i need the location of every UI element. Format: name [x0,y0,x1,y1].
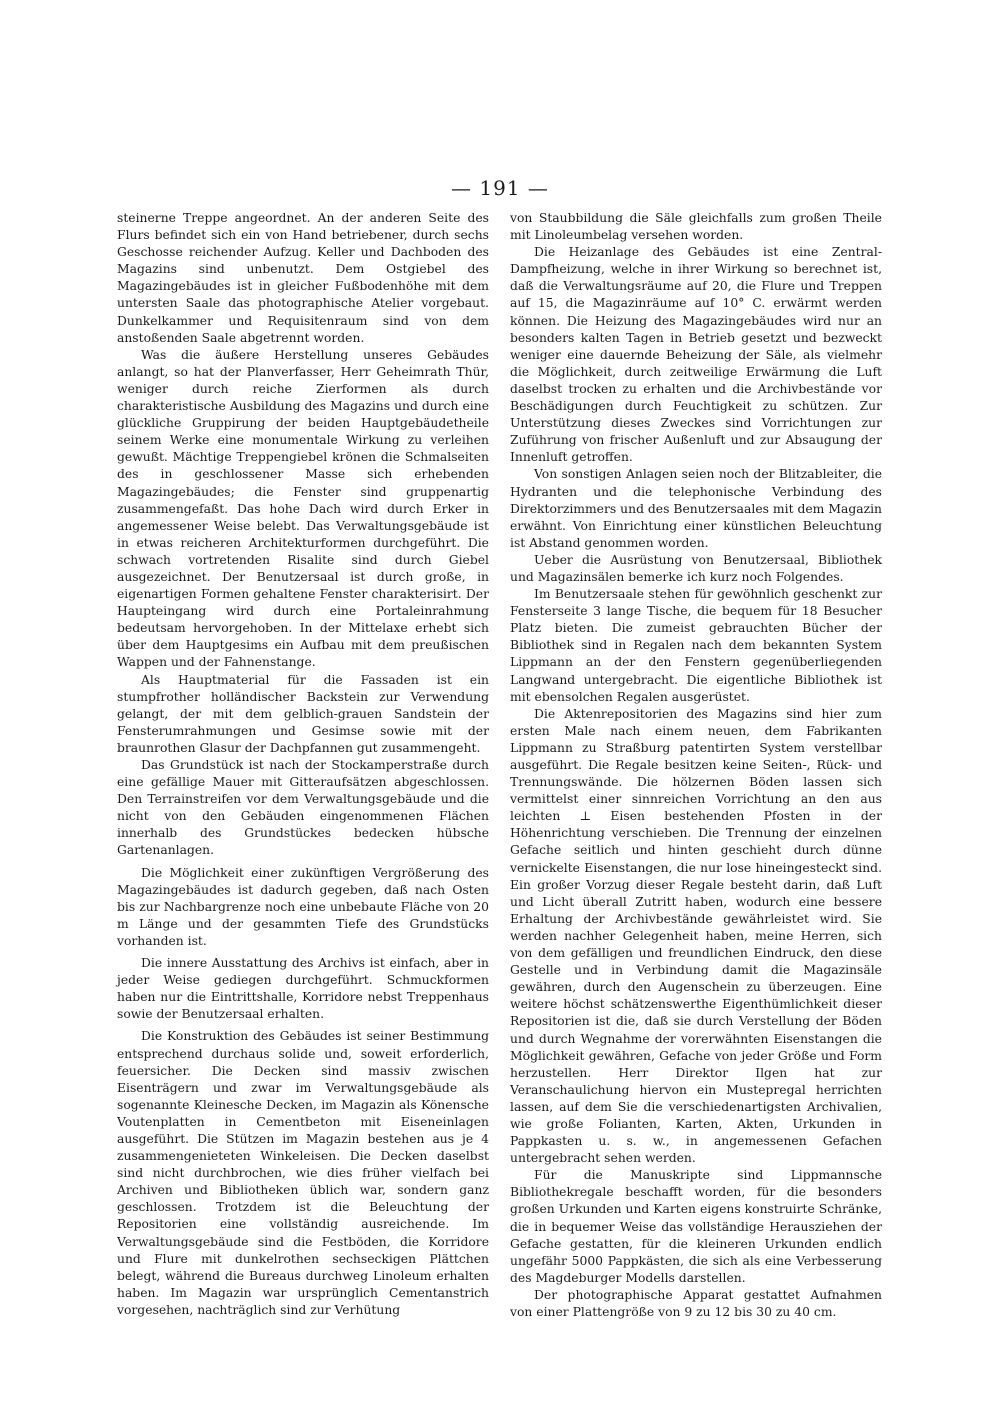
paragraph-other-installations: Von sonstigen Anlagen seien noch der Blitzableiter, die Hydranten und die telephonische Verbindung des Direktorzimmers und des Benutzersaales mit dem Magazin erwähnt. Von Einrichtung einer künstlichen Beleuchtung ist Abstand genommen worden. [510,467,882,550]
paragraph-stair-and-lift: steinerne Treppe angeordnet. An der anderen Seite des Flurs befindet sich ein von Hand betriebener, durch sechs Geschosse reichender Aufzug. Keller und Dachboden des Magazins sind unbenutzt. Dem Ostgiebel des Magazingebäudes ist in gleicher Fußbodenhöhe mit dem untersten Saale das photographische Atelier vorgebaut. Dunkelkammer und Requisitenraum sind von dem anstoßenden Saale abgetrennt worden. [117,211,489,345]
paragraph-linoleum: von Staubbildung die Säle gleichfalls zum großen Theile mit Linoleumbelag versehen worden. [510,211,882,243]
paragraph-reading-room: Im Benutzersaale stehen für gewöhnlich geschenkt zur Fensterseite 3 lange Tische, die bequem für 18 Besucher Platz bieten. Die zumeist gebrauchten Bücher der Bibliothek sind in Regalen nach dem bekannten System Lippmann an der den Fenstern gegenüberliegenden Langwand untergebracht. Die eigentliche Bibliothek ist mit ebensolchen Regalen ausgerüstet. [510,587,882,704]
paragraph-construction: Die Konstruktion des Gebäudes ist seiner Bestimmung entsprechend durchaus solide und, soweit erforderlich, feuersicher. Die Decken sind massiv zwischen Eisenträgern und zwar im Verwaltungsgebäude als sogenannte Kleinesche Decken, im Magazin als Könensche Voutenplatten in Cementbeton mit Eiseneinlagen ausgeführt. Die Stützen im Magazin bestehen aus je 4 zusammengenieteten Winkeleisen. Die Decken daselbst sind nicht durchbrochen, wie dies früher vielfach bei Archiven und Bibliotheken üblich war, sondern ganz geschlossen. Trotzdem ist die Beleuchtung der Repositorien eine vollständig ausreichende. Im Verwaltungsgebäude sind die Festböden, die Korridore und Flure mit dunkelrothen sechseckigen Plättchen belegt, während die Bureaus durchweg Linoleum erhalten haben. Im Magazin war ursprünglich Cementanstrich vorgesehen, nachträglich sind zur Verhütung [117,1029,489,1317]
paragraph-exterior-design: Was die äußere Herstellung unseres Gebäudes anlangt, so hat der Planverfasser, Herr Geheimrath Thür, weniger durch reiche Zierformen als durch charakteristische Ausbildung des Magazins und durch eine glückliche Gruppirung der beiden Hauptgebäudetheile seinem Werke eine monumentale Wirkung zu verleihen gewußt. Mächtige Treppengiebel krönen die Schmalseiten des in geschlossener Masse sich erhebenden Magazingebäudes; die Fenster sind gruppenartig zusammengefaßt. Das hohe Dach wird durch Erker in angemessener Weise belebt. Das Verwaltungsgebäude ist in etwas reicheren Architekturformen durchgeführt. Die schwach vortretenden Risalite sind durch Giebel ausgezeichnet. Der Benutzersaal ist durch große, in eigenartigen Formen gehaltene Fenster charakterisirt. Der Haupteingang wird durch eine Portaleinrahmung bedeutsam hervorgehoben. In der Mittelaxe erhebt sich über dem Hauptgesims ein Aufbau mit dem preußischen Wappen und der Fahnenstange. [117,347,489,670]
paragraph-grounds: Das Grundstück ist nach der Stockamperstraße durch eine gefällige Mauer mit Gitteraufsätzen abgeschlossen. Den Terrainstreifen vor dem Verwaltungsgebäude und die nicht von den Gebäuden eingenommenen Flächen innerhalb des Grundstückes bedecken hübsche Gartenanlagen. [117,758,489,858]
paragraph-manuscripts: Für die Manuskripte sind Lippmannsche Bibliothekregale beschafft worden, für die besonders großen Urkunden und Karten eigens konstruirte Schränke, die in bequemer Weise das vollständige Herausziehen der Gefache gestatten, für die kleineren Urkunden endlich ungefähr 5000 Pappkästen, die sich als eine Verbesserung des Magdeburger Modells darstellen. [510,1168,882,1285]
paragraph-repositories: Die Aktenrepositorien des Magazins sind hier zum ersten Male nach einem neuen, dem Fabrikanten Lippmann zu Straßburg patentirten System verstellbar ausgeführt. Die Regale besitzen keine Seiten-, Rück- und Trennungswände. Die hölzernen Böden lassen sich vermittelst einer sinnreichen Vorrichtung an den aus leichten ⊥ Eisen bestehenden Pfosten in der Höhenrichtung verschieben. Die Trennung der einzelnen Gefache seitlich und hinten geschieht durch dünne vernickelte Eisenstangen, die nur lose hineingesteckt sind. Ein großer Vorzug dieser Regale besteht darin, daß Luft und Licht überall Zutritt haben, wodurch eine bessere Erhaltung der Archivbestände gewährleistet wird. Sie werden nachher Gelegenheit haben, meine Herren, sich von dem gefälligen und freundlichen Eindruck, den diese Gestelle und in Verbindung damit die Magazinsäle gewähren, durch den Augenschein zu überzeugen. Eine weitere höchst schätzenswerthe Eigenthümlichkeit dieser Repositorien ist die, daß sie durch Verstellung der Böden und durch Wegnahme der vorerwähnten Eisenstangen die Möglichkeit gewähren, Gefache von jeder Größe und Form herzustellen. Herr Direktor Ilgen hat zur Veranschaulichung hiervon ein Mustерregal herrichten lassen, auf dem Sie die verschiedenartigsten Archivalien, wie große Folianten, Karten, Akten, Urkunden in Pappkasten u. s. w., in angemessenen Gefachen untergebracht sehen werden. [510,706,882,1166]
paragraph-expansion: Die Möglichkeit einer zukünftigen Vergrößerung des Magazingebäudes ist dadurch gegeben, daß nach Osten bis zur Nachbargrenze noch eine unbebaute Fläche von 20 m Länge und der gesammten Tiefe des Grundstücks vorhanden ist. [117,865,489,948]
paragraph-heating: Die Heizanlage des Gebäudes ist eine Zentral-Dampfheizung, welche in ihrer Wirkung so berechnet ist, daß die Verwaltungsräume auf 20, die Flure und Treppen auf 15, die Magazinräume auf 10° C. erwärmt werden können. Die Heizung des Magazingebäudes wird nur an besonders kalten Tagen in Betrieb gesetzt und bezweckt weniger eine dauernde Beheizung der Säle, als vielmehr die Möglichkeit, durch zeitweilige Erwärmung die Luft daselbst trocken zu erhalten und die Archivbestände vor Beschädigungen durch Feuchtigkeit zu schützen. Zur Unterstützung dieses Zweckes sind Vorrichtungen zur Zuführung von frischer Außenluft und zur Absaugung der Innenluft getroffen. [510,245,882,465]
paragraph-equipment-intro: Ueber die Ausrüstung von Benutzersaal, Bibliothek und Magazinsälen bemerke ich kurz noch Folgendes. [510,552,882,584]
paragraph-facade-material: Als Hauptmaterial für die Fassaden ist ein stumpfrother holländischer Backstein zur Verwendung gelangt, der mit dem gelblich-grauen Sandstein der Fensterumrahmungen und Gesimse sowie mit der braunrothen Glasur der Dachpfannen gut zusammengeht. [117,672,489,755]
paragraph-interior: Die innere Ausstattung des Archivs ist einfach, aber in jeder Weise gediegen durchgeführt. Schmuckformen haben nur die Eintrittshalle, Korridore nebst Treppenhaus sowie der Benutzersaal erhalten. [117,956,489,1022]
right-column [510,210,882,1321]
paragraph-photo-apparatus: Der photographische Apparat gestattet Aufnahmen von einer Plattengröße von 9 zu 12 bis 30 zu 40 cm. [510,1287,882,1319]
page-number: — 191 — [451,176,549,200]
left-column [117,210,489,1319]
